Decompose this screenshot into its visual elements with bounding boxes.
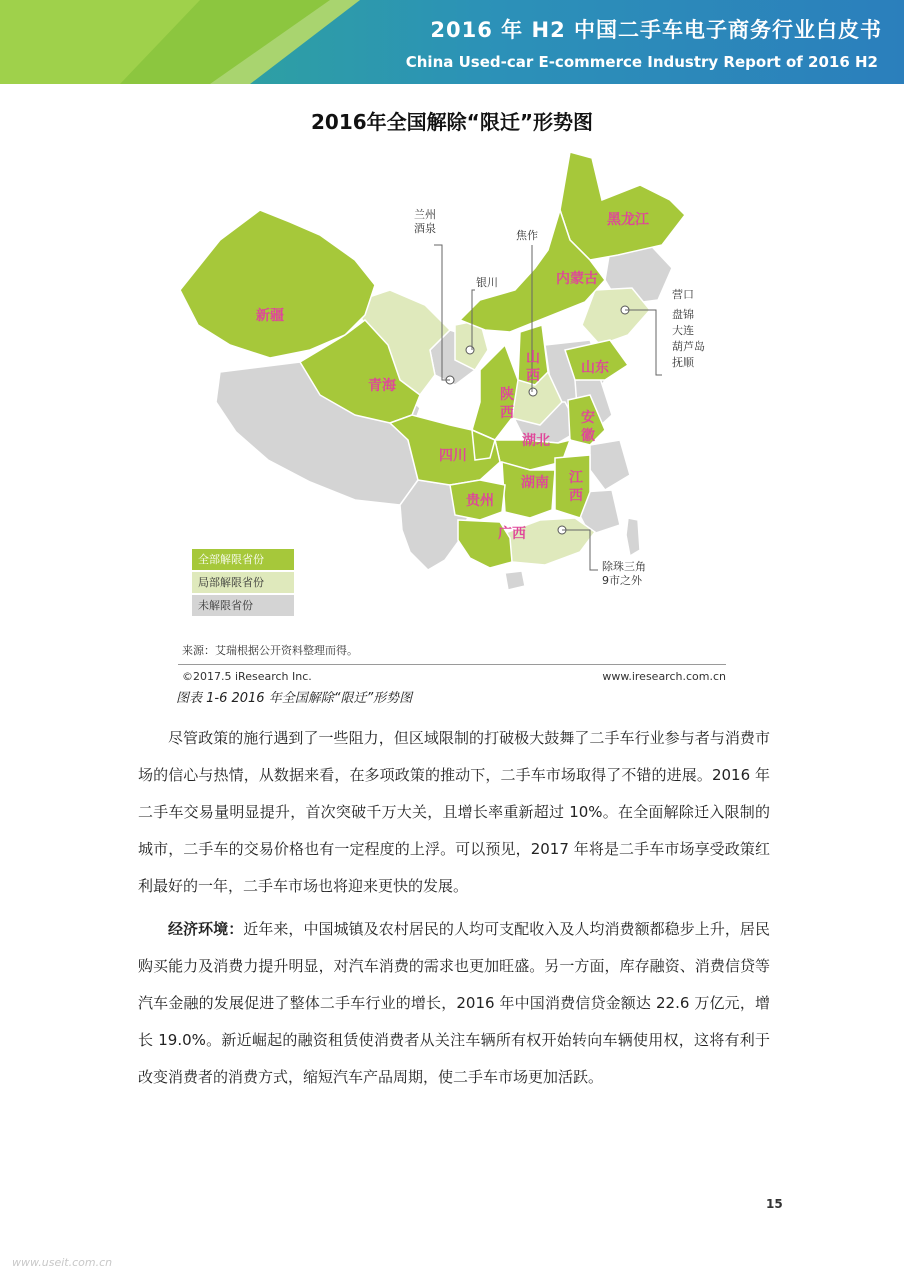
callout-liaoning-cities: 营口 盘锦 大连 葫芦岛 抚顺 <box>672 288 705 369</box>
label-hunan: 湖南 <box>521 475 549 491</box>
callout-jiaozuo: 焦作 <box>516 229 538 242</box>
source-divider <box>178 664 726 665</box>
paragraph-2-text: 近年来，中国城镇及农村居民的人均可支配收入及人均消费额都稳步上升，居民购买能力及消费力提升明显，对汽车消费的需求也更加旺盛。另一方面，库存融资、消费信贷等汽车金融的发展促进了整体二手车行业的增长，2016 年中国消费信贷金额达 22.6 万亿元，增长 19.0%。新近崛起的融资租赁使消费者从关注车辆所有权开始转向车辆使用权，这将有利于改变消费者的消费方式，缩短汽车产品周期，使二手车市场更加活跃。 <box>138 920 770 1086</box>
region-heilongjiang <box>560 152 685 260</box>
copyright: ©2017.5 iResearch Inc. <box>182 670 312 683</box>
legend-none: 未解限省份 <box>192 595 294 616</box>
region-taiwan <box>626 518 640 556</box>
marker-jiaozuo <box>529 388 537 396</box>
label-shandong: 山东 <box>581 360 609 376</box>
paragraph-1: 尽管政策的施行遇到了一些阻力，但区域限制的打破极大鼓舞了二手车行业参与者与消费市场的信心与热情，从数据来看，在多项政策的推动下，二手车市场取得了不错的进展。2016 年二手车交易量明显提升，首次突破千万大关，且增长率重新超过 10%。在全面解除迁入限制的城市，二手车的交易价格也有一定程度的上浮。可以预见，2017 年将是二手车市场享受政策红利最好的一年，二手车市场也将迎来更快的发展。 <box>138 729 770 895</box>
label-guangxi: 广西 <box>498 526 526 542</box>
page-number: 15 <box>766 1197 783 1211</box>
label-anhui-2: 徽 <box>581 428 595 444</box>
region-zhejiang <box>590 440 630 490</box>
website: www.iresearch.com.cn <box>602 670 726 683</box>
header-subtitle: China Used-car E-commerce Industry Report of 2016 H2 <box>405 53 878 71</box>
paragraph-2-lead: 经济环境： <box>168 920 244 938</box>
label-anhui: 安 <box>581 410 595 426</box>
marker-yinchuan <box>466 346 474 354</box>
label-jiangxi-2: 西 <box>569 488 583 504</box>
label-hubei: 湖北 <box>522 433 550 449</box>
legend-partial: 局部解限省份 <box>192 572 294 593</box>
source-note: 来源：艾瑞根据公开资料整理而得。 <box>182 644 358 657</box>
label-shanxi-2: 西 <box>526 368 540 384</box>
label-neimenggu: 内蒙古 <box>556 271 598 287</box>
figure-caption: 图表 1-6 2016 年全国解除“限迁”形势图 <box>176 691 413 706</box>
body-text <box>138 720 770 1096</box>
label-jiangxi: 江 <box>569 470 583 486</box>
region-hainan <box>505 571 525 590</box>
map-legend <box>192 549 294 618</box>
label-heilongjiang: 黑龙江 <box>607 212 649 228</box>
callout-yinchuan: 银川 <box>476 276 498 289</box>
region-liaoning <box>582 288 650 345</box>
map-title: 2016年全国解除“限迁”形势图 <box>311 110 593 134</box>
label-shaanxi-2: 西 <box>500 405 514 421</box>
label-guizhou: 贵州 <box>466 493 494 509</box>
label-qinghai: 青海 <box>368 378 396 394</box>
legend-full: 全部解限省份 <box>192 549 294 570</box>
label-shaanxi: 陕 <box>500 387 514 403</box>
paragraph-2 <box>138 911 770 1096</box>
label-sichuan: 四川 <box>439 448 467 464</box>
watermark: www.useit.com.cn <box>12 1256 113 1269</box>
callout-guangdong: 除珠三角 9市之外 <box>602 560 646 587</box>
label-xinjiang: 新疆 <box>256 308 284 324</box>
label-shanxi: 山 <box>526 350 540 366</box>
header-title: 2016 年 H2 中国二手车电子商务行业白皮书 <box>430 18 882 42</box>
callout-lanzhou-jiuquan: 兰州 酒泉 <box>414 208 436 235</box>
report-header <box>0 0 904 84</box>
